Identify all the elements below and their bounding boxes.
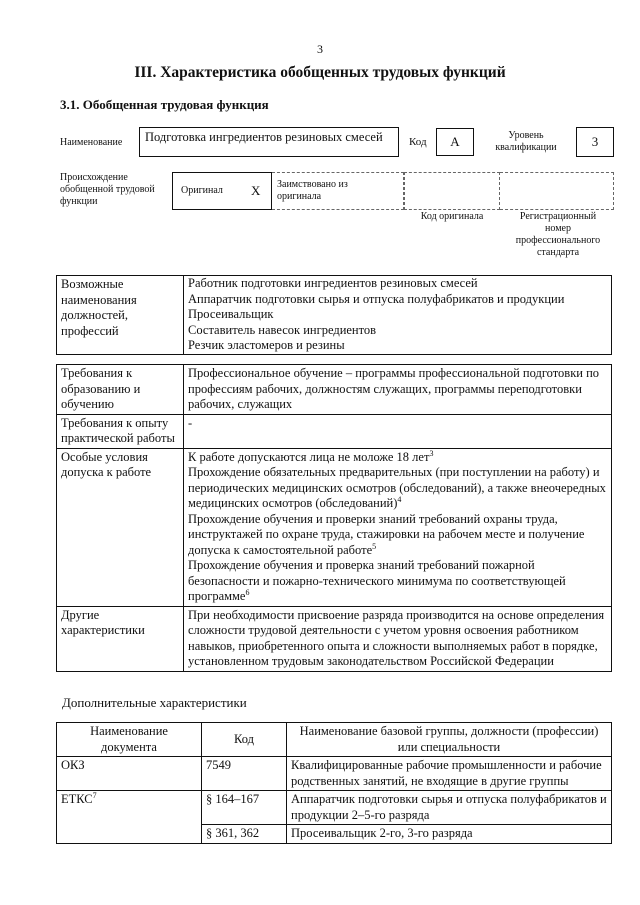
footnote-ref: 3: [429, 448, 434, 458]
reg-number-label: Регистрационный номер профессионального стандарта: [515, 211, 601, 258]
etks-name: Аппаратчик подготовки сырья и отпуска полуфабрикатов и продукции 2–5-го разряда: [287, 791, 612, 825]
level-value: 3: [576, 127, 614, 157]
etks-label-cell: [57, 791, 202, 844]
condition-item: [188, 558, 607, 605]
okz-row: [57, 757, 612, 791]
original-code-cell: [404, 172, 500, 210]
requirements-table: [56, 364, 612, 672]
condition-item: [188, 450, 607, 466]
position-item: Работник подготовки ингредиентов резиновых смесей: [188, 276, 478, 290]
borrowed-label: Заимствовано из оригинала: [277, 179, 348, 202]
reg-number-cell: [500, 172, 614, 210]
col-name-header: Наименование базовой группы, должности (профессии) или специальности: [287, 723, 612, 757]
level-label: Уровень квалификации: [495, 130, 557, 153]
original-code-label: Код оригинала: [420, 211, 484, 222]
positions-list: [184, 276, 612, 355]
position-item: Просеивальщик: [188, 307, 274, 321]
subsection-title: 3.1. Обобщенная трудовая функция: [60, 97, 269, 112]
conditions-label: Особые условия допуска к работе: [57, 448, 184, 606]
footnote-ref: 6: [245, 587, 250, 597]
page-number: 3: [317, 42, 323, 56]
positions-label: Возможные наименования должностей, профессий: [57, 276, 184, 355]
okz-code: 7549: [202, 757, 287, 791]
footnote-ref: 7: [92, 790, 97, 800]
okz-name: Квалифицированные рабочие промышленности и рабочие родственных занятий, не входящие в другие группы: [287, 757, 612, 791]
conditions-list: [184, 448, 612, 606]
original-cell: [172, 172, 272, 210]
etks-code: § 164–167: [202, 791, 287, 825]
positions-table: [56, 275, 612, 355]
original-mark: X: [251, 183, 261, 198]
experience-label: Требования к опыту практической работы: [57, 414, 184, 448]
additional-heading: Дополнительные характеристики: [62, 695, 247, 710]
other-row: [57, 606, 612, 671]
additional-header-row: [57, 723, 612, 757]
condition-text: Прохождение обязательных предварительных (при поступлении на работу) и периодических медицинских осмотров (обследований), а также внеочередных медицинских осмотров (обследований): [188, 465, 606, 510]
condition-text: Прохождение обучения и проверки знаний требований охраны труда, инструктажей по охране труда, стажировки на рабочем месте и получение допуска к самостоятельной работе: [188, 511, 585, 557]
condition-item: [188, 465, 607, 512]
position-item: Резчик эластомеров и резины: [188, 338, 345, 352]
position-item: Аппаратчик подготовки сырья и отпуска полуфабрикатов и продукции: [188, 291, 565, 306]
etks-label: ЕТКС: [61, 792, 93, 806]
code-label: Код: [409, 136, 427, 148]
okz-label: ОКЗ: [57, 757, 202, 791]
section-title: III. Характеристика обобщенных трудовых функций: [134, 64, 506, 81]
etks-code: § 361, 362: [202, 825, 287, 844]
education-value: Профессиональное обучение – программы профессиональной подготовки по профессиям рабочих, должностям служащих, программы переподготовки рабочих, служащих: [184, 365, 612, 415]
additional-table: [56, 722, 612, 844]
col-code-header: Код: [202, 723, 287, 757]
function-name-value: Подготовка ингредиентов резиновых смесей: [139, 127, 399, 157]
etks-name: Просеивальщик 2-го, 3-го разряда: [287, 825, 612, 844]
experience-row: [57, 414, 612, 448]
education-row: [57, 365, 612, 415]
experience-value: -: [184, 414, 612, 448]
footnote-ref: 4: [397, 494, 402, 504]
conditions-row: [57, 448, 612, 606]
condition-text: Прохождение обучения и проверка знаний требований пожарной безопасности и пожарно-технического минимума по соответствующей программе: [188, 558, 566, 603]
footnote-ref: 5: [372, 541, 377, 551]
borrowed-cell: [272, 172, 404, 210]
original-label: Оригинал: [181, 185, 223, 196]
etks-row: [57, 791, 612, 825]
name-label: Наименование: [60, 137, 123, 148]
position-item: Составитель навесок ингредиентов: [188, 322, 377, 337]
other-label: Другие характеристики: [57, 606, 184, 671]
education-label: Требования к образованию и обучению: [57, 365, 184, 415]
condition-item: [188, 512, 607, 559]
col-doc-header: Наименование документа: [57, 723, 202, 757]
origin-label: Происхождение обобщенной трудовой функции: [60, 172, 155, 207]
code-value: A: [436, 128, 474, 156]
condition-text: К работе допускаются лица не моложе 18 лет: [188, 449, 430, 464]
other-value: При необходимости присвоение разряда производится на основе определения сложности трудовой деятельности с учетом уровня освоения работником навыков, приобретенного опыта и сложности выполняемых работ в порядке, установленном трудовым законодательством Российской Федерации: [184, 606, 612, 671]
